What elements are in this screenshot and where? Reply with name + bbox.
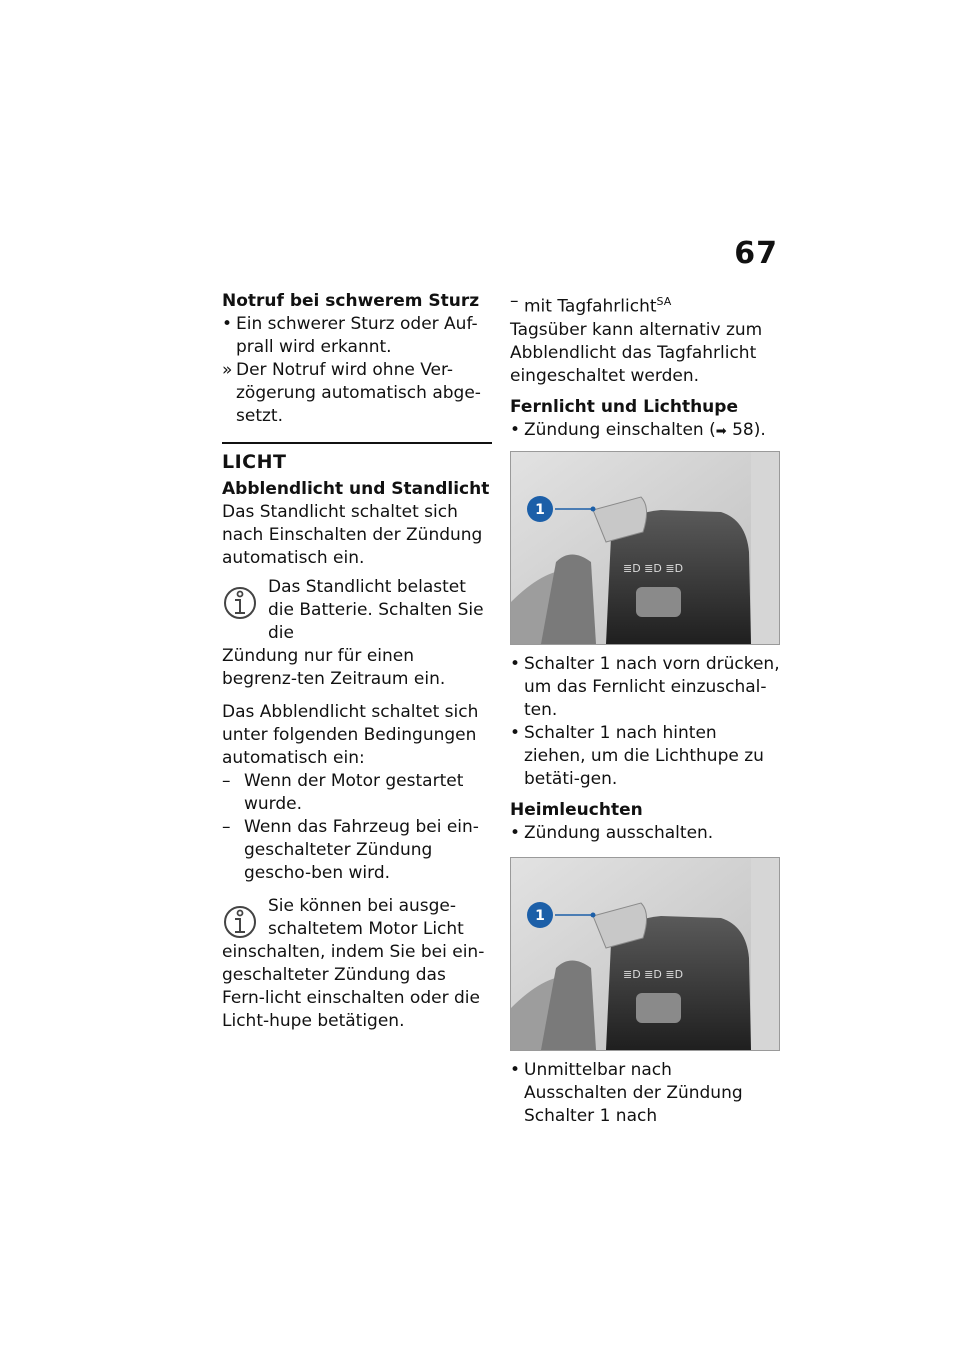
note-standlicht <box>222 576 492 691</box>
abblend-text: Das Standlicht schaltet sich nach Einschalten der Zündung automatisch ein. <box>222 502 483 568</box>
page-ref-arrow-icon: ➡ <box>715 423 727 439</box>
heim-step: • Unmittelbar nach Ausschalten der Zündung Schalter 1 nach <box>510 1059 743 1126</box>
notruf-heading: Notruf bei schwerem Sturz <box>222 291 480 311</box>
tagfahr-label: – mit Tagfahrlicht$^{SA}$ <box>510 291 672 317</box>
abblend-heading: Abblendlicht und Standlicht <box>222 479 490 499</box>
svg-text:≣D ≣D ≣D: ≣D ≣D ≣D <box>623 561 684 575</box>
note2-rest: einschalten, indem Sie bei ein-geschalteter Zündung das Fern-licht einschalten oder die Licht-hupe betätigen. <box>222 942 485 1031</box>
auto-text: Das Abblendlicht schaltet sich unter folgenden Bedingungen automatisch ein: <box>222 702 479 768</box>
fern-heading: Fernlicht und Lichthupe <box>510 396 738 417</box>
right-column <box>510 290 780 1128</box>
info-icon <box>222 582 258 624</box>
svg-text:≣D ≣D ≣D: ≣D ≣D ≣D <box>623 967 684 981</box>
switch-figure-2 <box>510 857 780 1051</box>
note1-rest: Zündung nur für einen begrenz-ten Zeitraum ein. <box>222 646 446 689</box>
left-column <box>222 290 492 1033</box>
condition-item: – Wenn der Motor gestartet wurde. <box>222 771 464 814</box>
note2-lead: Sie können bei ausge-schaltetem Motor Licht <box>268 896 464 939</box>
note1-lead: Das Standlicht belastet die Batterie. Schalten Sie die <box>268 577 484 643</box>
page-number: 67 <box>734 236 778 271</box>
note-licht <box>222 895 492 1033</box>
section-title: LICHT <box>222 451 287 473</box>
callout-label: 1 <box>535 907 545 924</box>
notruf-result: » Der Notruf wird ohne Ver-zögerung automatisch abge-setzt. <box>222 360 481 426</box>
sa-superscript: SA <box>656 295 672 308</box>
fern-step-1: • Schalter 1 nach vorn drücken, um das Fernlicht einzuschal-ten. <box>510 653 780 720</box>
switch-figure-1 <box>510 451 780 645</box>
heim-bullet: • Zündung ausschalten. <box>510 822 714 843</box>
heim-heading: Heimleuchten <box>510 799 643 820</box>
tagfahr-text: Tagsüber kann alternativ zum Abblendlicht das Tagfahrlicht eingeschaltet werden. <box>510 319 763 386</box>
callout-label: 1 <box>535 501 545 518</box>
notruf-bullet: • Ein schwerer Sturz oder Auf-prall wird erkannt. <box>222 314 478 357</box>
fern-bullet: • Zündung einschalten (➡ 58). <box>510 419 766 440</box>
info-icon <box>222 901 258 943</box>
fern-step-2: • Schalter 1 nach hinten ziehen, um die Lichthupe zu betäti-gen. <box>510 722 764 789</box>
section-divider <box>222 442 492 444</box>
condition-item: – Wenn das Fahrzeug bei ein-geschalteter Zündung gescho-ben wird. <box>222 817 479 883</box>
